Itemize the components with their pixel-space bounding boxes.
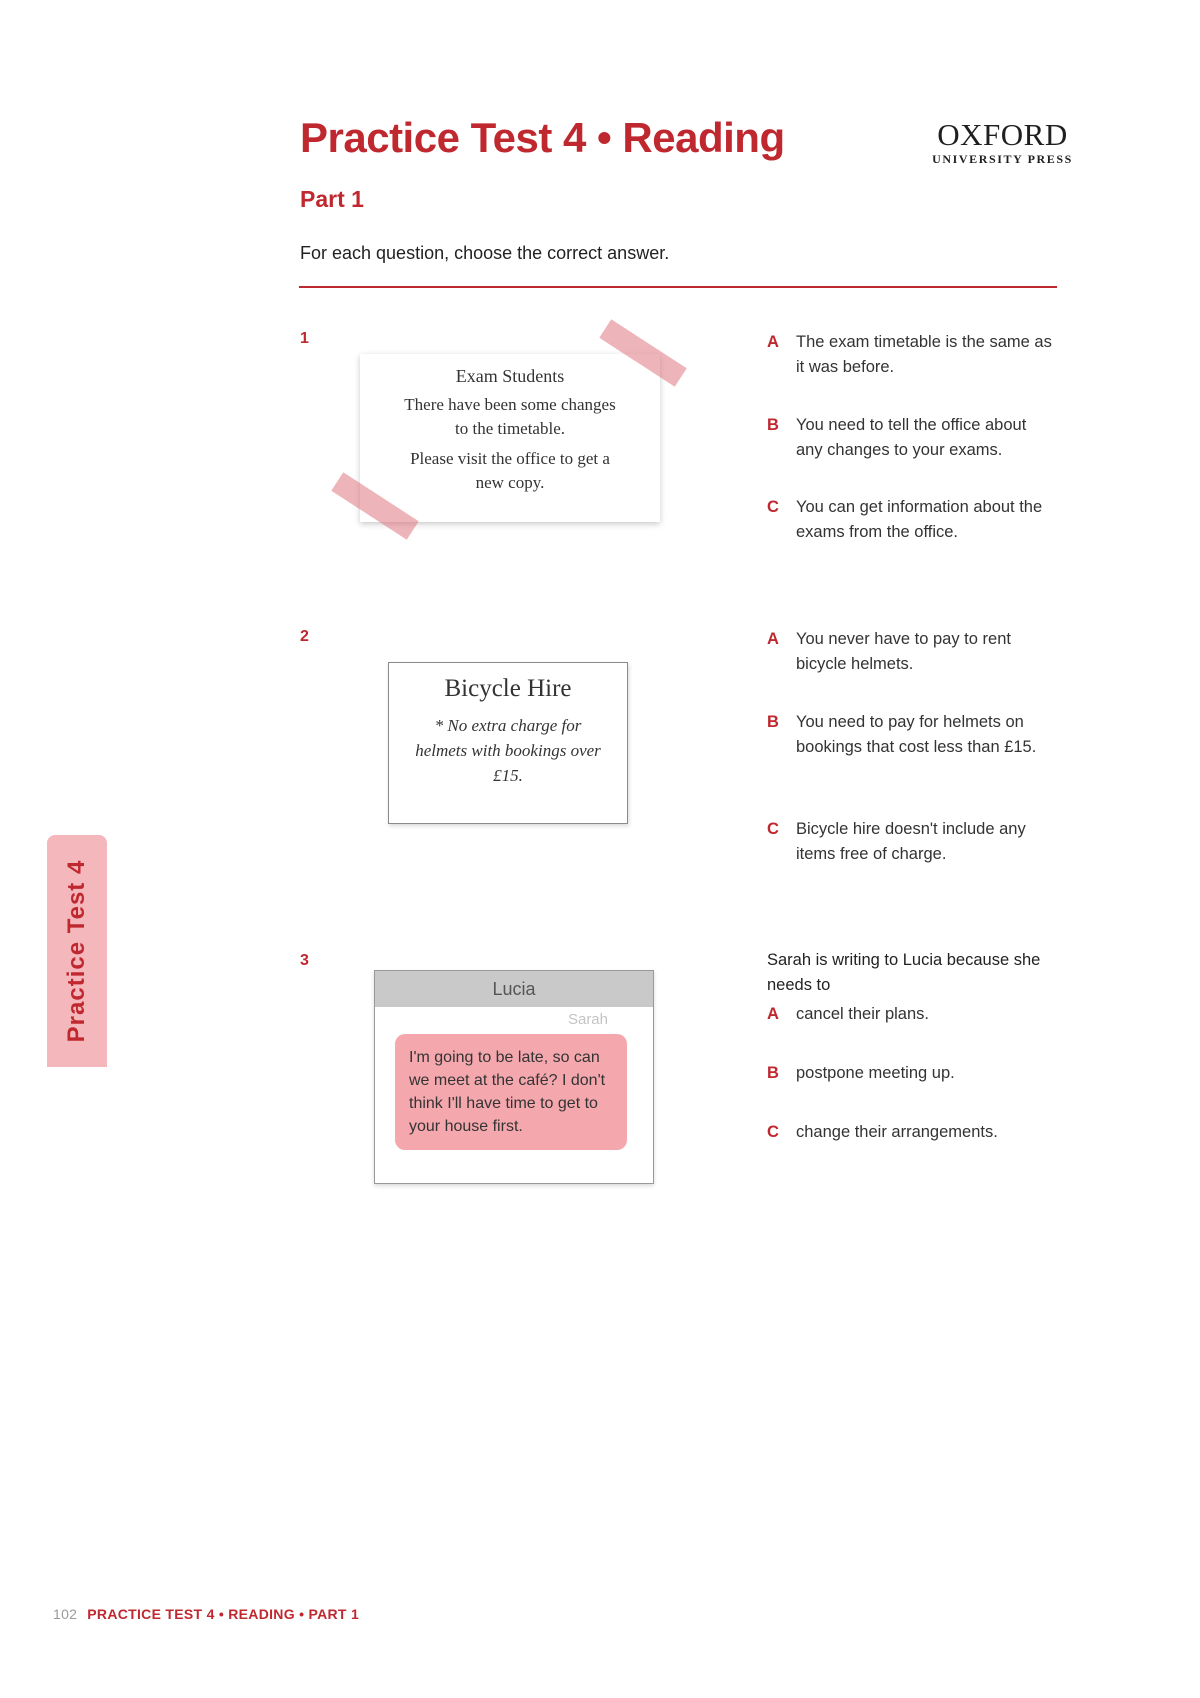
q2-option-c[interactable] [767, 817, 1057, 867]
option-letter: C [767, 820, 779, 838]
notice-line-1: There have been some changes to the timetable. [404, 395, 616, 438]
option-letter: C [767, 1123, 779, 1141]
divider [299, 286, 1057, 288]
q3-option-a[interactable] [767, 1002, 1057, 1027]
option-text: You need to tell the office about any changes to your exams. [796, 416, 1027, 459]
q1-option-b[interactable] [767, 413, 1057, 463]
instruction: For each question, choose the correct answer. [300, 243, 670, 263]
text-message [374, 970, 654, 1184]
option-text: Bicycle hire doesn't include any items free of charge. [796, 820, 1026, 863]
q1-option-c[interactable] [767, 495, 1057, 545]
option-letter: B [767, 1064, 779, 1082]
option-letter: C [767, 498, 779, 516]
exam-notice [360, 354, 660, 522]
message-sender: Sarah [567, 1011, 608, 1028]
side-tab [47, 835, 107, 1067]
question-3-number: 3 [300, 952, 309, 969]
option-text: You need to pay for helmets on bookings that cost less than £15. [796, 713, 1037, 756]
oxford-logo [925, 118, 1080, 166]
option-letter: A [767, 333, 779, 351]
option-text: postpone meeting up. [796, 1064, 955, 1082]
part-title: Part 1 [300, 186, 364, 212]
option-text: You can get information about the exams from the office. [796, 498, 1043, 541]
q3-option-c[interactable] [767, 1120, 1057, 1145]
q3-stem: Sarah is writing to Lucia because she needs to [767, 951, 1041, 994]
option-text: change their arrangements. [796, 1123, 998, 1141]
option-letter: B [767, 713, 779, 731]
question-1-number: 1 [300, 330, 309, 347]
notice-heading: Exam Students [455, 366, 565, 386]
bicycle-hire-notice [388, 662, 628, 824]
q3-option-b[interactable] [767, 1061, 1057, 1086]
question-2-number: 2 [300, 628, 309, 645]
option-letter: A [767, 630, 779, 648]
q1-option-a[interactable] [767, 330, 1057, 380]
option-letter: A [767, 1005, 779, 1023]
footer-label: PRACTICE TEST 4 • READING • PART 1 [87, 1606, 360, 1622]
option-text: cancel their plans. [796, 1005, 929, 1023]
notice-line-2: Please visit the office to get a new copy. [410, 449, 610, 492]
option-text: The exam timetable is the same as it was before. [796, 333, 1052, 376]
message-recipient: Lucia [375, 971, 653, 1007]
page-footer [53, 1606, 359, 1622]
q2-option-a[interactable] [767, 627, 1057, 677]
q2-option-b[interactable] [767, 710, 1057, 760]
logo-sub-text: UNIVERSITY PRESS [932, 152, 1073, 166]
notice-heading: Bicycle Hire [444, 675, 572, 702]
page-number: 102 [53, 1606, 78, 1622]
notice-body: * No extra charge for helmets with bookings over £15. [415, 716, 601, 785]
page-title: Practice Test 4 • Reading [300, 114, 785, 161]
option-letter: B [767, 416, 779, 434]
message-bubble: I'm going to be late, so can we meet at the café? I don't think I'll have time to get to your house first. [395, 1034, 627, 1150]
logo-main-text: OXFORD [937, 117, 1068, 152]
side-tab-label: Practice Test 4 [63, 859, 90, 1043]
option-text: You never have to pay to rent bicycle helmets. [796, 630, 1011, 673]
